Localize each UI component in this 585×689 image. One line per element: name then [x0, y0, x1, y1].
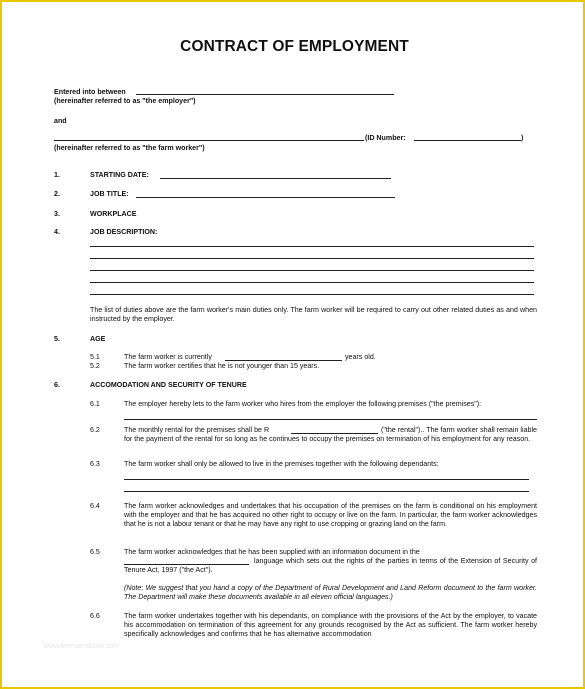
age-certification: The farm worker certifies that he is not younger than 15 years.	[124, 362, 320, 370]
rental-text-b: ("the rental").. The farm worker shall remain liable for the payment of the rental for so long as he continues to occupy the premises on termination of his employment for any reason.	[124, 426, 537, 443]
job-description-line[interactable]	[90, 270, 534, 271]
age-label: AGE	[90, 335, 106, 343]
employer-name-line[interactable]	[136, 94, 394, 95]
job-description-line[interactable]	[90, 282, 534, 283]
section-6-number: 6.	[54, 381, 60, 389]
section-6-1-number: 6.1	[90, 400, 100, 408]
occupation-paragraph: The farm worker acknowledges and undertakes that his occupation of the premises on the farm is conditional on his employment with the employer and that he has acquired no other right to occupy or live on the farm. In particular, the farm worker acknowledges that he is not a labour tenant or that he may have any right to use cropping or grazing land on the farm.	[124, 502, 537, 528]
department-note: (Note: We suggest that you hand a copy of the Department of Rural Development and Land Reform document to the farm worker. The Department will make these documents available in all eleven official languages.)	[124, 584, 537, 601]
job-description-line[interactable]	[90, 294, 534, 295]
section-5-1-number: 5.1	[90, 353, 100, 361]
section-1-number: 1.	[54, 171, 60, 179]
starting-date-line[interactable]	[160, 178, 391, 179]
section-5-2-number: 5.2	[90, 362, 100, 370]
section-6-4-number: 6.4	[90, 502, 100, 510]
section-6-6-number: 6.6	[90, 612, 100, 620]
section-6-2-number: 6.2	[90, 426, 100, 434]
document-title: CONTRACT OF EMPLOYMENT	[180, 38, 409, 55]
section-4-number: 4.	[54, 228, 60, 236]
starting-date-label: STARTING DATE:	[90, 171, 149, 179]
entered-into-label: Entered into between	[54, 88, 126, 96]
rental-text-a: The monthly rental for the premises shall be R	[124, 426, 270, 434]
worker-name-line[interactable]	[54, 140, 364, 141]
id-number-label: (ID Number:	[365, 134, 406, 142]
section-6-3-number: 6.3	[90, 460, 100, 468]
job-description-line[interactable]	[90, 258, 534, 259]
id-number-line[interactable]	[414, 140, 521, 141]
dependants-text: The farm worker shall only be allowed to live in the premises together with the following dependants:	[124, 460, 439, 468]
premises-line[interactable]	[124, 419, 537, 420]
watermark-text: www.freesamplesw.com	[44, 643, 119, 650]
age-text: The farm worker is currently	[124, 353, 212, 361]
section-2-number: 2.	[54, 190, 60, 198]
job-title-label: JOB TITLE:	[90, 190, 129, 198]
id-close: )	[521, 134, 524, 142]
job-title-line[interactable]	[136, 197, 395, 198]
information-text-a: The farm worker acknowledges that he has been supplied with an information document in the	[124, 548, 420, 556]
premises-text: The employer hereby lets to the farm worker who hires from the employer the following premises ("the premises"):	[124, 400, 482, 408]
employer-reference: (hereinafter referred to as "the employer")	[54, 97, 196, 105]
section-5-number: 5.	[54, 335, 60, 343]
information-text-b: language which sets out the rights of the parties in terms of the Extension of Security of Tenure Act, 1997 ("the Act").	[124, 557, 537, 574]
dependants-line[interactable]	[124, 479, 529, 480]
section-3-number: 3.	[54, 210, 60, 218]
workplace-label: WORKPLACE	[90, 210, 137, 218]
worker-reference: (hereinafter referred to as "the farm worker")	[54, 144, 205, 152]
job-description-label: JOB DESCRIPTION:	[90, 228, 158, 236]
document-page	[2, 2, 583, 687]
accommodation-label: ACCOMODATION AND SECURITY OF TENURE	[90, 381, 247, 389]
and-label: and	[54, 117, 67, 125]
job-description-line[interactable]	[90, 246, 534, 247]
section-6-5-number: 6.5	[90, 548, 100, 556]
vacate-paragraph: The farm worker undertakes together with his dependants, on compliance with the provisions of the Act by the employer, to vacate his accommodation on termination of this agreement for any grounds recognised by the Act as sufficient. The farm worker hereby specifically acknowledges and confirms that he has alternative accommodation	[124, 612, 537, 638]
dependants-line[interactable]	[124, 491, 529, 492]
age-line[interactable]	[225, 360, 342, 361]
duties-paragraph: The list of duties above are the farm worker's main duties only. The farm worker will be required to carry out other related duties as and when instructed by the employer.	[90, 306, 537, 323]
age-tail: years old.	[345, 353, 376, 361]
